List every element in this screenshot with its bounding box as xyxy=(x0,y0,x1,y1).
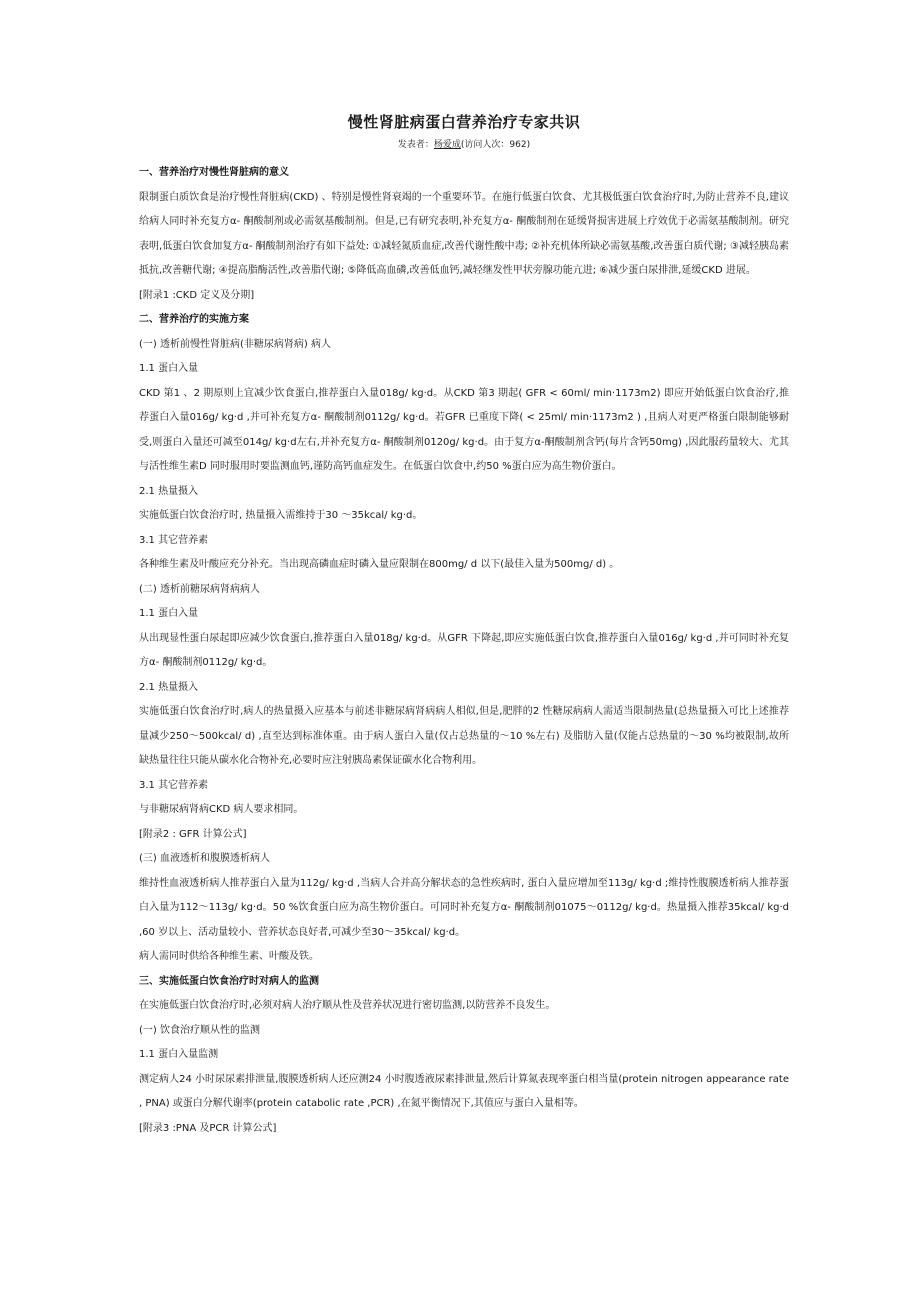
body-paragraph: 与非糖尿病肾病CKD 病人要求相同。 xyxy=(139,804,304,815)
section-heading: 三、实施低蛋白饮食治疗时对病人的监测 xyxy=(139,975,319,987)
body-paragraph: 维持性血液透析病人推荐蛋白入量为112g/ kg·d ,当病人合并高分解状态的急性疾病时, 蛋白入量应增加至113g/ kg·d ;维持性腹膜透析病人推荐蛋白入量为112～113g/ kg·d。50 %饮食蛋白应为高生物价蛋白。可同时补充复方α- 酮酸制剂01075～0112g/ kg·d。热量摄入推荐35kcal/ kg·d ,60 岁以上、活动量较小、营养状态良好者,可减少至30～35kcal/ kg·d。 xyxy=(139,877,789,938)
body-paragraph: 实施低蛋白饮食治疗时, 热量摄入需维持于30 ～35kcal/ kg·d。 xyxy=(139,510,423,521)
body-paragraph: (三) 血液透析和腹膜透析病人 xyxy=(139,853,270,864)
section-heading: 一、营养治疗对慢性肾脏病的意义 xyxy=(139,167,289,178)
body-paragraph: 3.1 其它营养素 xyxy=(139,779,209,791)
body-paragraph: (一) 饮食治疗顺从性的监测 xyxy=(139,1024,260,1036)
body-paragraph: 1.1 蛋白入量 xyxy=(139,608,199,619)
body-paragraph: 实施低蛋白饮食治疗时,病人的热量摄入应基本与前述非糖尿病肾病病人相似,但是,肥胖的2 性糖尿病病人需适当限制热量(总热量摄入可比上述推荐量减少250～500kcal/ d) ,直至达到标准体重。由于病人蛋白入量(仅占总热量的～10 %左右) 及脂肪入量(仅能占总热量的～30 %均被限制,故所缺热量往往只能从碳水化合物补充,必要时应注射胰岛素保证碳水化合物利用。 xyxy=(139,706,789,766)
meta-prefix: 发表者： xyxy=(397,140,434,150)
body-paragraph: 限制蛋白质饮食是治疗慢性肾脏病(CKD) 、特别是慢性肾衰竭的一个重要环节。在施行低蛋白饮食、尤其极低蛋白饮食治疗时,为防止营养不良,建议给病人同时补充复方α- 酮酸制剂或必需氨基酸制剂。但是,已有研究表明,补充复方α- 酮酸制剂在延缓肾损害进展上疗效优于必需氨基酸制剂。研究表明,低蛋白饮食加复方α- 酮酸制剂治疗有如下益处: ①减轻氮质血症,改善代谢性酸中毒; ②补充机体所缺必需氨基酸,改善蛋白质代谢; ③减轻胰岛素抵抗,改善糖代谢; ④提高脂酶活性,改善脂代谢; ⑤降低高血磷,改善低血钙,减轻继发性甲状旁腺功能亢进; ⑥减少蛋白尿排泄,延缓CKD 进展。 xyxy=(139,191,790,276)
body-paragraph: (二) 透析前糖尿病肾病病人 xyxy=(139,583,260,595)
body-paragraph: [附录2 : GFR 计算公式] xyxy=(139,828,247,840)
document-meta xyxy=(139,139,789,151)
body-paragraph: 从出现显性蛋白尿起即应减少饮食蛋白,推荐蛋白入量018g/ kg·d。从GFR 下降起,即应实施低蛋白饮食,推荐蛋白入量016g/ kg·d ,并可同时补充复方α- 酮酸制剂0112g/ kg·d。 xyxy=(139,632,789,668)
body-paragraph: (一) 透析前慢性肾脏病(非糖尿病肾病) 病人 xyxy=(139,338,331,350)
body-paragraph: 各种维生素及叶酸应充分补充。当出现高磷血症时磷入量应限制在800mg/ d 以下(最佳入量为500mg/ d) 。 xyxy=(139,559,620,570)
body-paragraph: 3.1 其它营养素 xyxy=(139,534,209,546)
body-paragraph: 1.1 蛋白入量 xyxy=(139,363,199,374)
author-link[interactable]: 杨爱成 xyxy=(433,140,461,150)
body-paragraph: 2.1 热量摄入 xyxy=(139,485,199,497)
body-paragraph: 在实施低蛋白饮食治疗时,必须对病人治疗顺从性及营养状况进行密切监测,以防营养不良发生。 xyxy=(139,1000,556,1011)
body-paragraph: [附录3 :PNA 及PCR 计算公式] xyxy=(139,1122,277,1134)
body-paragraph: 2.1 热量摄入 xyxy=(139,681,199,693)
body-paragraph: CKD 第1 、2 期原则上宜减少饮食蛋白,推荐蛋白入量018g/ kg·d。从CKD 第3 期起( GFR < 60ml/ min·1173m2) 即应开始低蛋白饮食治疗,推荐蛋白入量016g/ kg·d ,并可补充复方α- 酮酸制剂0112g/ kg·d。若GFR 已重度下降( < 25ml/ min·1173m2 ) ,且病人对更严格蛋白限制能够耐受,则蛋白入量还可减至014g/ kg·d左右,并补充复方α- 酮酸制剂0120g/ kg·d。由于复方α-酮酸制剂含钙(每片含钙50mg) ,因此服药量较大、尤其与活性维生素D 同时服用时要监测血钙,谨防高钙血症发生。在低蛋白饮食中,约50 %蛋白应为高生物价蛋白。 xyxy=(139,387,789,472)
document-page xyxy=(139,112,789,1141)
meta-visits: (访问人次：962) xyxy=(460,140,531,150)
body-paragraph: 1.1 蛋白入量监测 xyxy=(139,1049,219,1060)
body-paragraph: 测定病人24 小时尿尿素排泄量,腹膜透析病人还应测24 小时腹透液尿素排泄量,然后计算氮表现率蛋白相当量(protein nitrogen appearance rate , PNA) 或蛋白分解代谢率(protein catabolic rate ,PCR) ,在氮平衡情况下,其值应与蛋白入量相等。 xyxy=(139,1073,789,1109)
body-paragraph: 病人需同时供给各种维生素、叶酸及铁。 xyxy=(139,951,319,962)
document-title: 慢性肾脏病蛋白营养治疗专家共识 xyxy=(347,113,581,131)
section-heading: 二、营养治疗的实施方案 xyxy=(139,314,249,325)
body-paragraph: [附录1 :CKD 定义及分期] xyxy=(139,289,255,301)
document-body xyxy=(139,161,789,1141)
